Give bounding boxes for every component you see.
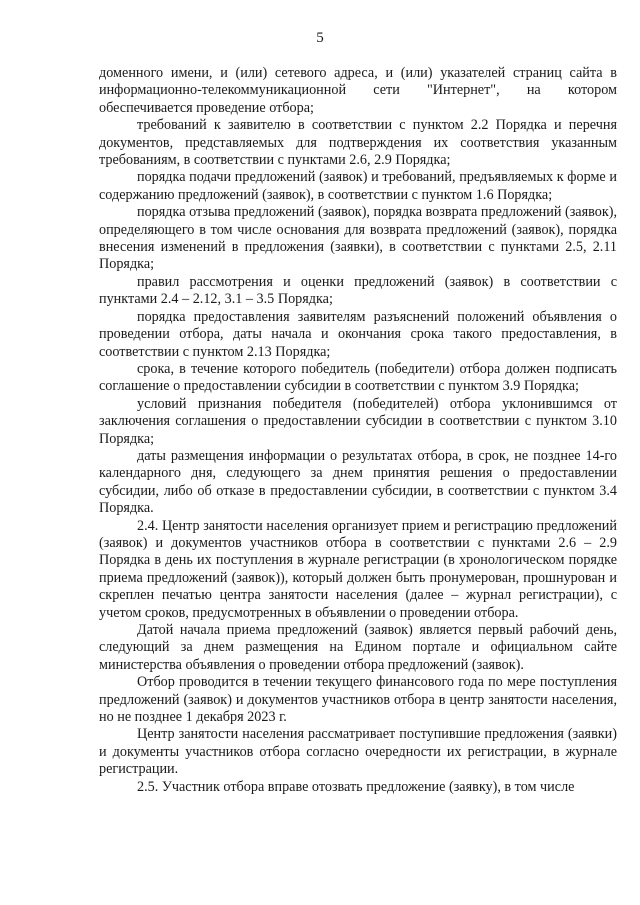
paragraph-clarifications: порядка предоставления заявителям разъяснений положений объявления о проведении отбора, даты начала и окончания срока такого предоставления, в соответствии с пунктом 2.13 Порядка; <box>99 308 617 360</box>
paragraph-section-2-4: 2.4. Центр занятости населения организует прием и регистрацию предложений (заявок) и документов участников отбора в соответствии с пунктами 2.6 – 2.9 Порядка в день их поступления в журнале регистрации (в хронологическом порядке приема предложений (заявок)), который должен быть пронумерован, прошнурован и скреплен печатью центра занятости населения (далее – журнал регистрации), с учетом сроков, предусмотренных в объявлении о проведении отбора. <box>99 517 617 621</box>
paragraph-evasion-conditions: условий признания победителя (победителей) отбора уклонившимся от заключения соглашения о предоставлении субсидии в соответствии с пунктом 3.10 Порядка; <box>99 395 617 447</box>
paragraph-evaluation-rules: правил рассмотрения и оценки предложений (заявок) в соответствии с пунктами 2.4 – 2.12, 3.1 – 3.5 Порядка; <box>99 273 617 308</box>
paragraph-results-date: даты размещения информации о результатах отбора, в срок, не позднее 14-го календарного дня, следующего за днем принятия решения о предоставлении субсидии, либо об отказе в предоставлении субсидии, в соответствии с пунктом 3.4 Порядка. <box>99 447 617 517</box>
paragraph-withdrawal-procedure: порядка отзыва предложений (заявок), порядка возврата предложений (заявок), определяющего в том числе основания для возврата предложений (заявок), порядка внесения изменений в предложения (заявки), в соответствии с пунктами 2.5, 2.11 Порядка; <box>99 204 617 273</box>
document-body <box>99 65 617 796</box>
paragraph-signing-deadline: срока, в течение которого победитель (победители) отбора должен подписать соглашение о предоставлении субсидии в соответствии с пунктом 3.9 Порядка; <box>99 360 617 395</box>
paragraph-section-2-5: 2.5. Участник отбора вправе отозвать предложение (заявку), в том числе <box>137 778 575 795</box>
paragraph-domain-name: доменного имени, и (или) сетевого адреса, и (или) указателей страниц сайта в информационно-телекоммуникационной сети "Интернет", на котором обеспечивается проведение отбора; <box>99 65 617 116</box>
paragraph-applicant-requirements: требований к заявителю в соответствии с пунктом 2.2 Порядка и перечня документов, представляемых для подтверждения их соответствия указанным требованиям, в соответствии с пунктами 2.6, 2.9 Порядка; <box>99 117 617 169</box>
page-number: 5 <box>316 30 324 46</box>
paragraph-submission-procedure: порядка подачи предложений (заявок) и требований, предъявляемых к форме и содержанию предложений (заявок), в соответствии с пунктом 1.6 Порядка; <box>99 169 617 203</box>
paragraph-review-order: Центр занятости населения рассматривает поступившие предложения (заявки) и документы участников отбора согласно очередности их регистрации, в журнале регистрации. <box>99 726 617 778</box>
paragraph-selection-period: Отбор проводится в течении текущего финансового года по мере поступления предложений (заявок) и документов участников отбора в центр занятости населения, но не позднее 1 декабря 2023 г. <box>99 674 617 726</box>
paragraph-start-date: Датой начала приема предложений (заявок) является первый рабочий день, следующий за днем размещения на Едином портале и официальном сайте министерства объявления о проведении отбора предложений (заявок). <box>99 622 617 673</box>
